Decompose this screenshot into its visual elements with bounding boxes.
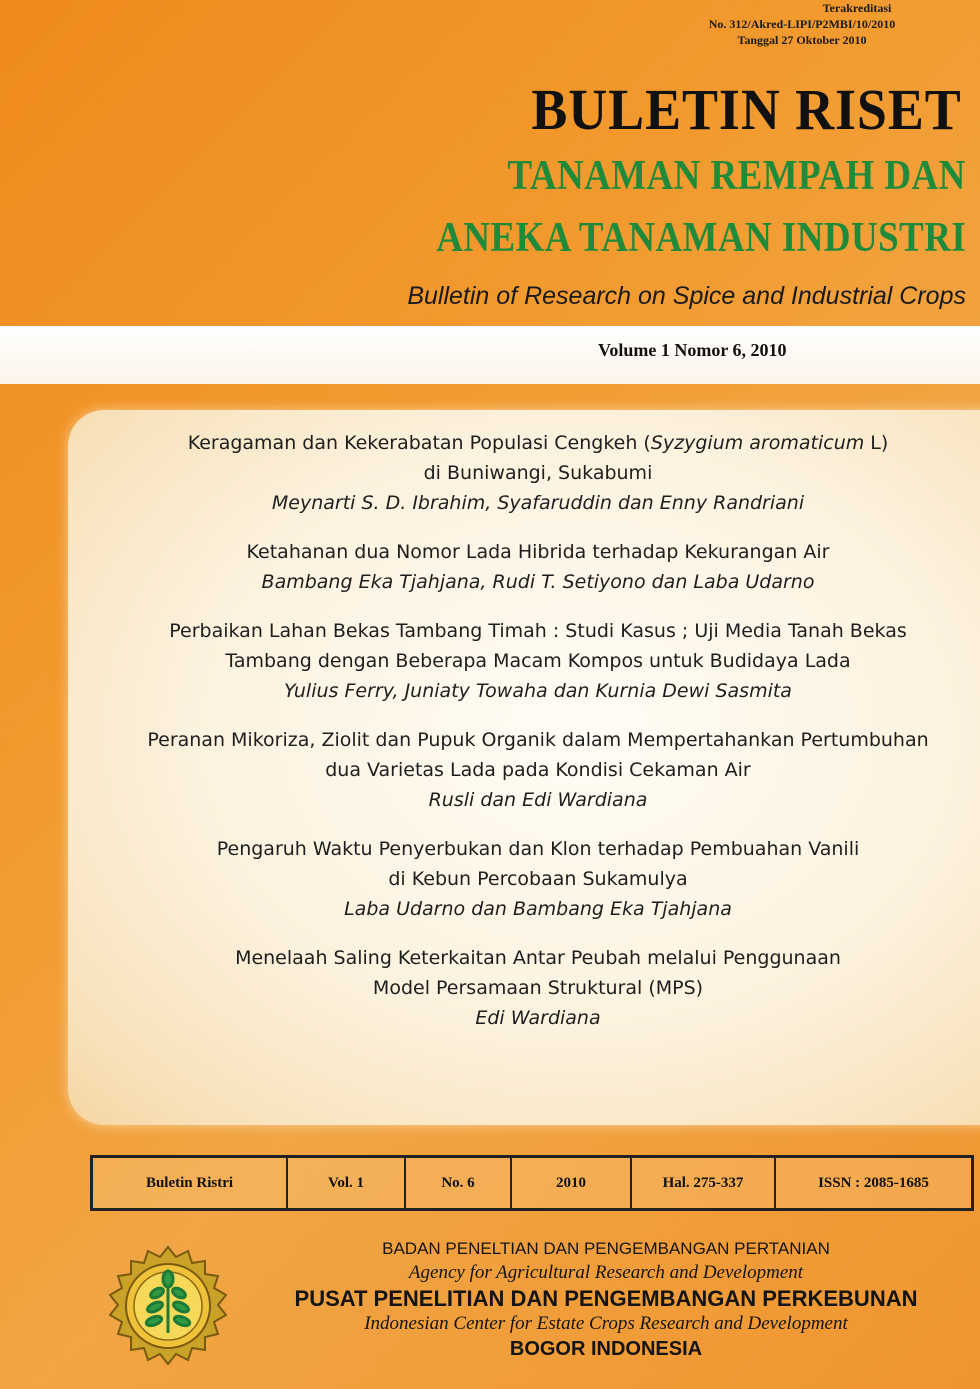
accreditation-date: Tanggal 27 Oktober 2010 (737, 33, 867, 47)
article-title-line: Tambang dengan Beberapa Macam Kompos untuk Budidaya Lada (225, 650, 851, 672)
article-title-line: Ketahanan dua Nomor Lada Hibrida terhadap Kekurangan Air (246, 541, 830, 563)
article-title-line: Perbaikan Lahan Bekas Tambang Timah : Studi Kasus ; Uji Media Tanah Bekas (169, 620, 907, 642)
publisher-center-english: Indonesian Center for Estate Crops Research and Development (364, 1313, 848, 1334)
article-item (68, 834, 980, 924)
info-issn: ISSN : 2085-1685 (818, 1174, 929, 1191)
article-item (68, 537, 980, 597)
accreditation-block (672, 0, 932, 48)
article-authors: Meynarti S. D. Ibrahim, Syafaruddin dan Enny Randriani (271, 492, 805, 514)
article-title-line: di Buniwangi, Sukabumi (423, 462, 653, 484)
article-title-line: Peranan Mikoriza, Ziolit dan Pupuk Organik dalam Mempertahankan Pertumbuhan (147, 729, 929, 751)
article-authors: Laba Udarno dan Bambang Eka Tjahjana (344, 898, 732, 920)
publisher-agency-english: Agency for Agricultural Research and Development (408, 1262, 804, 1283)
article-title-line (68, 428, 980, 458)
article-title-line: Menelaah Saling Keterkaitan Antar Peubah melalui Penggunaan (235, 947, 841, 969)
publisher-agency: BADAN PENELTIAN DAN PENGEMBANGAN PERTANIAN (382, 1239, 830, 1258)
article-item (68, 943, 980, 1033)
issue-info-table (90, 1155, 974, 1211)
article-item (68, 428, 980, 518)
article-title-line: di Kebun Percobaan Sukamulya (388, 868, 688, 890)
article-title-text: Keragaman dan Kekerabatan Populasi Cengkeh ( (187, 432, 651, 454)
publisher-location: BOGOR INDONESIA (509, 1338, 703, 1360)
info-number: No. 6 (406, 1158, 512, 1208)
accreditation-number: No. 312/Akred-LIPI/P2MBI/10/2010 (708, 17, 896, 31)
journal-english-title: Bulletin of Research on Spice and Industrial Crops (407, 282, 966, 310)
volume-label: Volume 1 Nomor 6, 2010 (598, 340, 787, 360)
article-list (68, 428, 980, 1052)
article-authors: Rusli dan Edi Wardiana (428, 789, 648, 811)
publisher-center: PUSAT PENELITIAN DAN PENGEMBANGAN PERKEBUNAN (294, 1286, 918, 1311)
ministry-emblem-icon (104, 1243, 232, 1371)
article-authors: Bambang Eka Tjahjana, Rudi T. Setiyono dan Laba Udarno (261, 571, 815, 593)
species-name: Syzygium aromaticum (650, 432, 865, 454)
article-item (68, 725, 980, 815)
article-authors: Yulius Ferry, Juniaty Towaha dan Kurnia Dewi Sasmita (284, 680, 792, 702)
volume-band (0, 326, 980, 384)
article-title-line: Model Persamaan Struktural (MPS) (372, 977, 704, 999)
article-title-line: dua Varietas Lada pada Kondisi Cekaman Air (325, 759, 751, 781)
accreditation-label: Terakreditasi (822, 1, 892, 15)
journal-subtitle-line1: TANAMAN REMPAH DAN (507, 153, 966, 199)
info-journal: Buletin Ristri (93, 1158, 288, 1208)
article-item (68, 616, 980, 706)
journal-subtitle-line2: ANEKA TANAMAN INDUSTRI (436, 215, 966, 261)
article-title-text: L) (864, 432, 889, 454)
journal-title: BULETIN RISET (531, 77, 962, 142)
info-volume: Vol. 1 (288, 1158, 406, 1208)
publisher-block (238, 1236, 974, 1364)
info-pages: Hal. 275-337 (632, 1158, 776, 1208)
info-year: 2010 (512, 1158, 632, 1208)
article-title-line: Pengaruh Waktu Penyerbukan dan Klon terhadap Pembuahan Vanili (216, 838, 860, 860)
article-authors: Edi Wardiana (475, 1007, 601, 1029)
